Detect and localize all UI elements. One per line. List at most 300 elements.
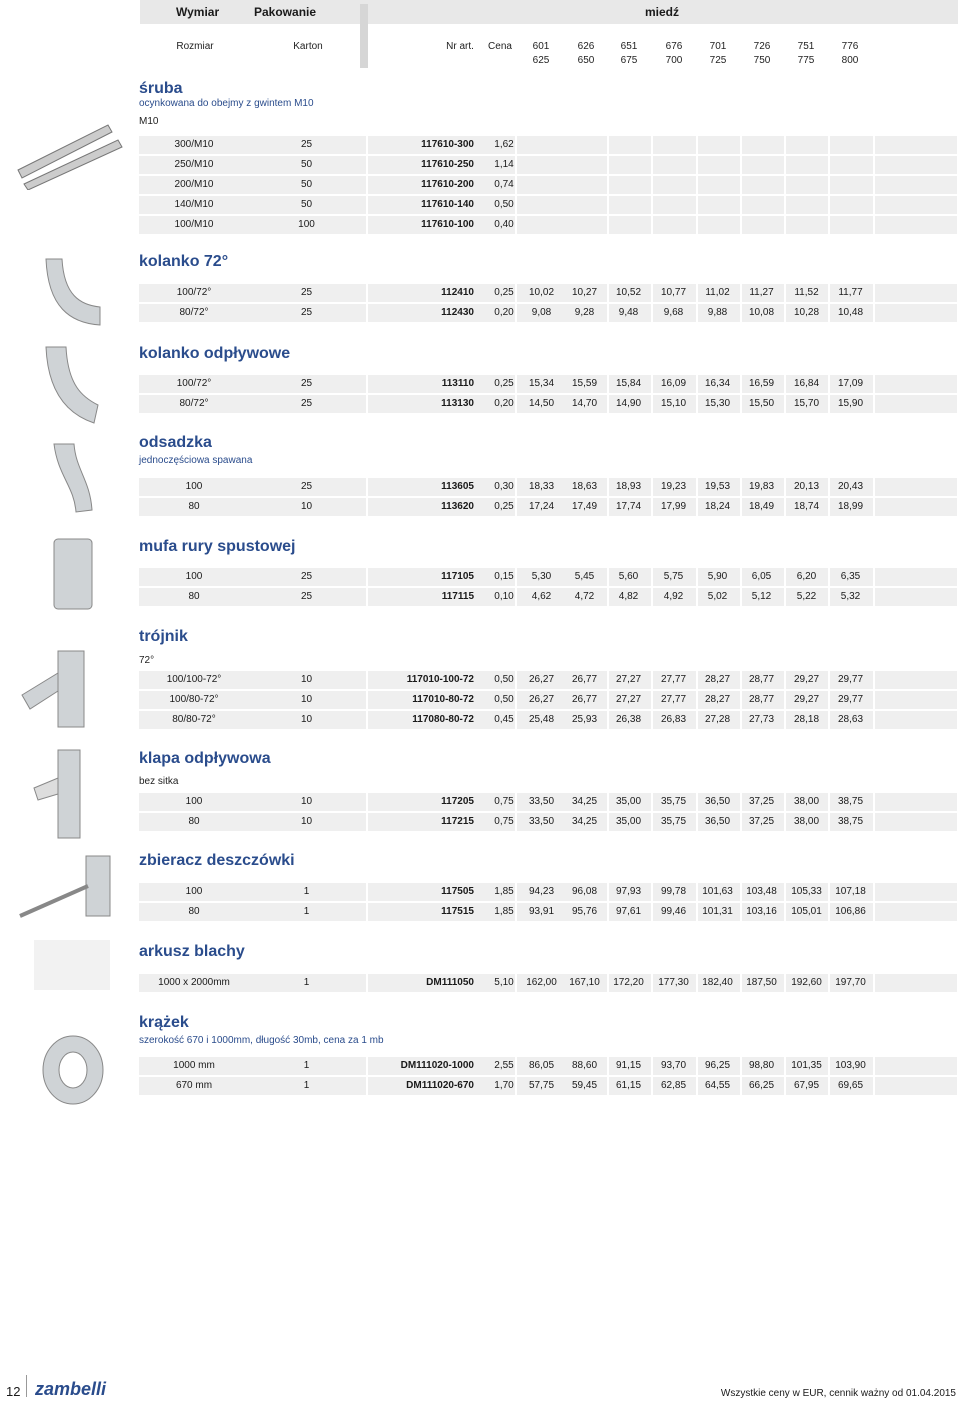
price-cell: 33,50	[528, 796, 555, 807]
price-cell: 18,33	[528, 481, 555, 492]
size-cell: 100/72°	[176, 287, 212, 298]
price-cell: 20,43	[837, 481, 864, 492]
price-cell: 35,00	[615, 816, 642, 827]
price-cell: 66,25	[748, 1080, 775, 1091]
price-range-from: 601	[532, 41, 550, 52]
price-cell: 18,99	[837, 501, 864, 512]
price-cell: 6,20	[796, 571, 817, 582]
price-cell: 15,84	[615, 378, 642, 389]
column-divider	[784, 196, 786, 214]
weight-cell: 0,30	[494, 481, 514, 492]
price-cell: 26,27	[528, 674, 555, 685]
carton-cell: 1	[303, 1080, 310, 1091]
carton-cell: 50	[300, 199, 313, 210]
carton-cell: 25	[300, 571, 313, 582]
carton-cell: 10	[300, 674, 313, 685]
article-cell: 117610-200	[421, 179, 474, 190]
table-row	[139, 588, 957, 606]
brand-logo: zambelli	[35, 1379, 107, 1399]
size-cell: 80/72°	[179, 307, 209, 318]
table-row	[139, 568, 957, 586]
section-title: odsadzka	[139, 434, 212, 451]
table-row	[139, 883, 957, 901]
column-divider	[607, 156, 609, 174]
weight-cell: 1,85	[494, 886, 514, 897]
column-divider	[696, 196, 698, 214]
column-divider	[740, 156, 742, 174]
price-range-to: 725	[709, 55, 727, 66]
size-cell: 1000 mm	[173, 1060, 215, 1071]
price-cell: 17,24	[528, 501, 555, 512]
carton-cell: 1	[303, 886, 310, 897]
section-title: zbieracz deszczówki	[139, 852, 295, 869]
column-divider	[873, 478, 875, 496]
article-cell: 113130	[441, 398, 474, 409]
size-cell: 100/100-72°	[166, 674, 222, 685]
price-cell: 105,33	[791, 886, 822, 897]
section-title: arkusz blachy	[139, 943, 245, 960]
table-row	[139, 196, 957, 214]
price-cell: 26,38	[615, 714, 642, 725]
article-cell: 117205	[441, 796, 474, 807]
price-cell: 28,27	[704, 694, 731, 705]
price-cell: 17,99	[660, 501, 687, 512]
table-row	[139, 711, 957, 729]
size-cell: 100	[185, 571, 203, 582]
column-divider	[651, 216, 653, 234]
price-cell: 26,77	[571, 674, 598, 685]
article-cell: 113620	[441, 501, 474, 512]
price-cell: 9,28	[574, 307, 595, 318]
carton-cell: 25	[300, 139, 313, 150]
weight-cell: 1,14	[494, 159, 514, 170]
price-cell: 94,23	[528, 886, 555, 897]
price-cell: 96,08	[571, 886, 598, 897]
section-title: mufa rury spustowej	[139, 538, 296, 555]
price-cell: 105,01	[791, 906, 822, 917]
column-divider	[873, 216, 875, 234]
column-divider	[873, 304, 875, 322]
section-title: klapa odpływowa	[139, 750, 271, 767]
price-range-header	[742, 40, 782, 68]
price-cell: 27,77	[660, 694, 687, 705]
article-cell: 113110	[441, 378, 474, 389]
carton-cell: 25	[300, 398, 313, 409]
column-divider	[873, 711, 875, 729]
price-cell: 28,77	[748, 694, 775, 705]
price-cell: 107,18	[835, 886, 866, 897]
price-cell: 10,52	[615, 287, 642, 298]
price-cell: 106,86	[835, 906, 866, 917]
price-cell: 28,27	[704, 674, 731, 685]
size-cell: 80	[188, 906, 200, 917]
price-cell: 28,77	[748, 674, 775, 685]
price-cell: 17,74	[615, 501, 642, 512]
size-cell: 100	[185, 886, 203, 897]
size-cell: 1000 x 2000mm	[158, 977, 230, 988]
column-divider	[873, 903, 875, 921]
table-row	[139, 793, 957, 811]
price-cell: 6,35	[840, 571, 861, 582]
column-divider	[740, 136, 742, 154]
price-cell: 17,49	[571, 501, 598, 512]
column-divider	[696, 136, 698, 154]
section-subtitle: ocynkowana do obejmy z gwintem M10	[139, 98, 314, 109]
price-range-header	[566, 40, 606, 68]
column-divider	[873, 691, 875, 709]
column-divider	[651, 196, 653, 214]
price-range-to: 775	[797, 55, 815, 66]
weight-cell: 0,40	[494, 219, 514, 230]
size-cell: 300/M10	[174, 139, 214, 150]
price-cell: 16,09	[660, 378, 687, 389]
column-divider	[873, 284, 875, 302]
section-note: 72°	[139, 655, 155, 666]
price-cell: 29,77	[837, 694, 864, 705]
article-cell: 117080-80-72	[412, 714, 474, 725]
price-cell: 37,25	[748, 816, 775, 827]
price-cell: 64,55	[704, 1080, 731, 1091]
weight-cell: 5,10	[494, 977, 514, 988]
header-cena: Cena	[488, 41, 512, 52]
size-cell: 100	[185, 796, 203, 807]
column-divider	[873, 671, 875, 689]
price-cell: 101,31	[702, 906, 733, 917]
table-row	[139, 1077, 957, 1095]
price-cell: 15,34	[528, 378, 555, 389]
table-header-bar	[140, 0, 958, 24]
elbow-72-image	[40, 255, 105, 330]
price-cell: 11,02	[705, 287, 730, 298]
column-divider	[828, 176, 830, 194]
carton-cell: 1	[303, 1060, 310, 1071]
column-divider	[651, 156, 653, 174]
price-cell: 97,93	[615, 886, 642, 897]
section-title: śruba	[139, 80, 183, 97]
weight-cell: 0,20	[494, 398, 514, 409]
price-range-from: 676	[665, 41, 683, 52]
price-cell: 101,63	[702, 886, 733, 897]
price-cell: 25,48	[528, 714, 555, 725]
price-cell: 10,08	[748, 307, 775, 318]
column-divider	[873, 498, 875, 516]
size-cell: 100/M10	[174, 219, 214, 230]
size-cell: 100/80-72°	[169, 694, 219, 705]
price-cell: 28,63	[837, 714, 864, 725]
price-cell: 98,80	[748, 1060, 775, 1071]
price-cell: 15,30	[704, 398, 731, 409]
column-divider	[873, 156, 875, 174]
price-cell: 34,25	[571, 796, 598, 807]
price-cell: 29,27	[793, 674, 820, 685]
price-cell: 18,74	[793, 501, 820, 512]
price-cell: 59,45	[571, 1080, 598, 1091]
weight-cell: 0,45	[494, 714, 514, 725]
weight-cell: 0,74	[494, 179, 514, 190]
price-cell: 38,75	[837, 796, 864, 807]
table-row	[139, 974, 957, 992]
elbow-outlet-image	[42, 345, 102, 425]
price-cell: 10,48	[837, 307, 864, 318]
price-range-from: 776	[841, 41, 859, 52]
header-karton: Karton	[293, 41, 323, 52]
price-cell: 14,70	[571, 398, 598, 409]
price-cell: 17,09	[837, 378, 864, 389]
column-divider	[828, 136, 830, 154]
price-cell: 4,82	[618, 591, 639, 602]
weight-cell: 0,25	[494, 501, 514, 512]
price-cell: 96,25	[704, 1060, 731, 1071]
price-cell: 99,78	[660, 886, 687, 897]
price-cell: 10,27	[571, 287, 598, 298]
weight-cell: 0,50	[494, 199, 514, 210]
price-range-from: 651	[620, 41, 638, 52]
section-title: kolanko 72°	[139, 253, 229, 270]
article-cell: 117505	[441, 886, 474, 897]
column-divider	[873, 568, 875, 586]
weight-cell: 1,62	[494, 139, 514, 150]
table-row	[139, 395, 957, 413]
price-cell: 61,15	[615, 1080, 642, 1091]
price-cell: 6,05	[751, 571, 772, 582]
price-cell: 103,90	[835, 1060, 866, 1071]
header-material: miedź	[645, 5, 680, 19]
article-cell: 117105	[441, 571, 474, 582]
size-cell: 80/80-72°	[172, 714, 216, 725]
price-cell: 19,83	[748, 481, 775, 492]
column-divider	[607, 196, 609, 214]
price-cell: 19,23	[660, 481, 687, 492]
price-cell: 4,72	[574, 591, 595, 602]
header-rozmiar: Rozmiar	[176, 41, 214, 52]
price-cell: 182,40	[702, 977, 733, 988]
price-cell: 5,02	[707, 591, 728, 602]
price-cell: 10,77	[660, 287, 687, 298]
size-cell: 80	[188, 816, 200, 827]
price-cell: 5,60	[618, 571, 639, 582]
price-cell: 15,10	[660, 398, 687, 409]
column-divider	[696, 216, 698, 234]
table-row	[139, 498, 957, 516]
header-wymiar: Wymiar	[176, 5, 220, 19]
table-row	[139, 1057, 957, 1075]
price-cell: 67,95	[793, 1080, 820, 1091]
price-cell: 5,22	[796, 591, 817, 602]
price-cell: 18,63	[571, 481, 598, 492]
column-divider	[696, 176, 698, 194]
price-cell: 28,18	[793, 714, 820, 725]
price-cell: 5,30	[531, 571, 552, 582]
carton-cell: 50	[300, 179, 313, 190]
price-cell: 38,00	[793, 796, 820, 807]
price-range-header	[521, 40, 561, 68]
price-cell: 35,75	[660, 816, 687, 827]
price-cell: 33,50	[528, 816, 555, 827]
size-cell: 670 mm	[175, 1080, 213, 1091]
price-range-from: 626	[577, 41, 595, 52]
column-divider	[784, 216, 786, 234]
column-divider	[873, 883, 875, 901]
tee-image	[18, 645, 98, 730]
column-divider	[873, 793, 875, 811]
price-validity-note: Wszystkie ceny w EUR, cennik ważny od 01.04.2015	[720, 1388, 956, 1399]
column-divider	[873, 1057, 875, 1075]
size-cell: 100	[185, 481, 203, 492]
carton-cell: 1	[303, 906, 310, 917]
price-cell: 86,05	[528, 1060, 555, 1071]
article-cell: 112430	[441, 307, 474, 318]
article-cell: 117215	[441, 816, 474, 827]
column-divider	[607, 176, 609, 194]
price-cell: 15,50	[748, 398, 775, 409]
carton-cell: 25	[300, 378, 313, 389]
price-range-header	[698, 40, 738, 68]
offset-image	[48, 440, 98, 515]
price-cell: 35,00	[615, 796, 642, 807]
section-title: trójnik	[139, 628, 188, 645]
column-divider	[873, 375, 875, 393]
price-cell: 9,68	[663, 307, 684, 318]
price-cell: 10,28	[793, 307, 820, 318]
column-divider	[873, 813, 875, 831]
price-cell: 11,77	[838, 287, 863, 298]
price-cell: 27,73	[748, 714, 775, 725]
price-cell: 36,50	[704, 816, 731, 827]
column-divider	[740, 216, 742, 234]
column-divider	[828, 196, 830, 214]
price-cell: 162,00	[526, 977, 557, 988]
price-cell: 9,48	[618, 307, 639, 318]
price-cell: 34,25	[571, 816, 598, 827]
price-cell: 192,60	[791, 977, 822, 988]
column-divider	[696, 156, 698, 174]
column-divider	[651, 136, 653, 154]
column-divider	[784, 156, 786, 174]
section-title: krążek	[139, 1014, 189, 1031]
price-cell: 167,10	[569, 977, 600, 988]
price-cell: 38,75	[837, 816, 864, 827]
price-cell: 27,27	[615, 674, 642, 685]
table-row	[139, 375, 957, 393]
price-cell: 93,70	[660, 1060, 687, 1071]
price-cell: 5,75	[663, 571, 684, 582]
section-title: kolanko odpływowe	[139, 345, 291, 362]
price-cell: 5,12	[751, 591, 772, 602]
weight-cell: 2,55	[494, 1060, 514, 1071]
price-cell: 172,20	[613, 977, 644, 988]
price-cell: 187,50	[746, 977, 777, 988]
flap-image	[30, 748, 90, 840]
price-cell: 10,02	[528, 287, 555, 298]
price-range-to: 650	[577, 55, 595, 66]
price-cell: 11,27	[749, 287, 774, 298]
price-cell: 26,83	[660, 714, 687, 725]
table-row	[139, 284, 957, 302]
carton-cell: 10	[300, 714, 313, 725]
price-cell: 69,65	[837, 1080, 864, 1091]
price-range-to: 625	[532, 55, 550, 66]
carton-cell: 10	[300, 694, 313, 705]
header-separator	[360, 4, 368, 68]
price-cell: 5,32	[840, 591, 861, 602]
price-cell: 18,49	[748, 501, 775, 512]
table-row	[139, 304, 957, 322]
carton-cell: 1	[303, 977, 310, 988]
price-cell: 27,28	[704, 714, 731, 725]
table-row	[139, 136, 957, 154]
column-divider	[828, 216, 830, 234]
price-cell: 177,30	[658, 977, 689, 988]
weight-cell: 0,25	[494, 378, 514, 389]
price-cell: 4,92	[663, 591, 684, 602]
price-cell: 99,46	[660, 906, 687, 917]
price-range-from: 701	[709, 41, 727, 52]
price-cell: 38,00	[793, 816, 820, 827]
weight-cell: 0,25	[494, 287, 514, 298]
table-row	[139, 176, 957, 194]
table-row	[139, 671, 957, 689]
price-cell: 16,84	[793, 378, 820, 389]
article-cell: 117115	[441, 591, 474, 602]
price-cell: 5,45	[574, 571, 595, 582]
price-cell: 14,50	[528, 398, 555, 409]
weight-cell: 0,50	[494, 674, 514, 685]
column-divider	[740, 196, 742, 214]
carton-cell: 25	[300, 481, 313, 492]
price-cell: 9,08	[531, 307, 552, 318]
price-range-from: 726	[753, 41, 771, 52]
size-cell: 140/M10	[174, 199, 214, 210]
column-divider	[651, 176, 653, 194]
article-cell: DM111050	[426, 977, 474, 988]
article-cell: 117610-100	[421, 219, 474, 230]
rain-collector-image	[12, 850, 122, 925]
column-divider	[873, 196, 875, 214]
article-cell: DM111020-1000	[400, 1060, 474, 1071]
section-subtitle: szerokość 670 i 1000mm, długość 30mb, cena za 1 mb	[139, 1035, 384, 1046]
weight-cell: 0,50	[494, 694, 514, 705]
price-cell: 16,59	[748, 378, 775, 389]
section-note: bez sitka	[139, 776, 179, 787]
price-range-to: 800	[841, 55, 859, 66]
price-cell: 4,62	[531, 591, 552, 602]
price-range-header	[609, 40, 649, 68]
article-cell: 117610-250	[421, 159, 474, 170]
sleeve-image	[48, 535, 98, 615]
article-cell: 117610-300	[421, 139, 474, 150]
price-cell: 20,13	[793, 481, 820, 492]
article-cell: 112410	[441, 287, 474, 298]
weight-cell: 0,10	[494, 591, 514, 602]
size-cell: 200/M10	[174, 179, 214, 190]
table-row	[139, 903, 957, 921]
price-range-header	[830, 40, 870, 68]
price-cell: 88,60	[571, 1060, 598, 1071]
price-cell: 16,34	[704, 378, 731, 389]
weight-cell: 0,75	[494, 796, 514, 807]
carton-cell: 25	[300, 287, 313, 298]
column-divider	[873, 588, 875, 606]
price-cell: 29,27	[793, 694, 820, 705]
table-row	[139, 813, 957, 831]
carton-cell: 10	[300, 816, 313, 827]
price-cell: 36,50	[704, 796, 731, 807]
carton-cell: 25	[300, 591, 313, 602]
column-divider	[740, 176, 742, 194]
price-cell: 62,85	[660, 1080, 687, 1091]
column-divider	[607, 216, 609, 234]
carton-cell: 10	[300, 501, 313, 512]
